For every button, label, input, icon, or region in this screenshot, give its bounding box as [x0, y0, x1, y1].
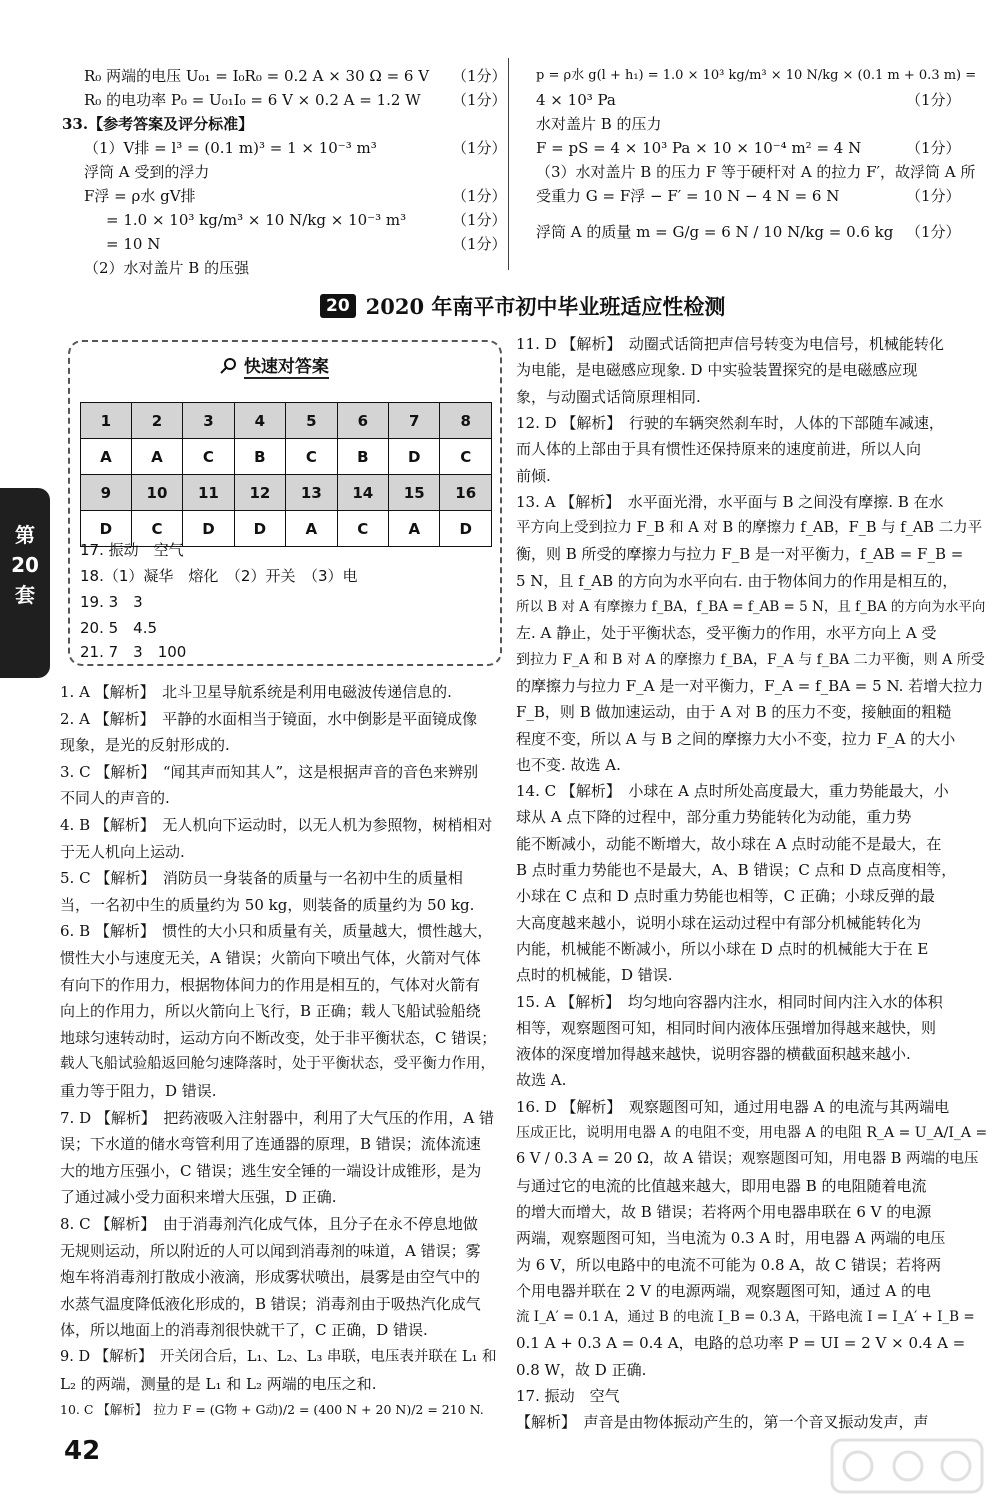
tl-line-0: R₀ 两端的电压 U₀₁ = I₀R₀ = 0.2 A × 30 Ω = 6 V: [84, 67, 430, 85]
quick-answer-title: 快速对答案: [243, 357, 329, 377]
answer-letter: A: [131, 439, 182, 475]
right-line: 17. 振动 空气: [516, 1387, 620, 1405]
tl-score-0: （1分）: [452, 67, 507, 85]
answer-letter: D: [81, 511, 132, 547]
answer-num: 8: [440, 403, 492, 439]
answer-letter: C: [440, 439, 492, 475]
left-line: 了通过减小受力面积来增大压强，D 正确.: [60, 1188, 337, 1207]
answer-letter: D: [234, 511, 285, 547]
left-line: 向上的作用力，所以火箭向上飞行，B 正确；载人飞船试验船绕: [60, 1002, 481, 1021]
page-number: 42: [64, 1436, 101, 1466]
answer-letter: D: [389, 439, 440, 475]
left-line: 地球匀速转动时，运动方向不断改变，处于非平衡状态，C 错误；: [60, 1028, 497, 1047]
tr-line-4: （3）水对盖片 B 的压力 F 等于硬杆对 A 的拉力 F′，故浮筒 A 所: [536, 163, 976, 181]
answer-row-letters-1: [81, 439, 492, 475]
right-line: 衡，则 B 所受的摩擦力与拉力 F_B 是一对平衡力，f_AB = F_B =: [516, 545, 964, 564]
right-line: 左. A 静止，处于平衡状态，受平衡力的作用，水平方向上 A 受: [516, 624, 937, 643]
answer-row-nums-2: [81, 475, 492, 511]
column-divider: [508, 58, 509, 270]
right-line: 为电能，是电磁感应现象. D 中实验装置探究的是电磁感应现: [516, 361, 918, 380]
right-line: F_B，则 B 做加速运动，由于 A 对 B 的压力不变，接触面的粗糙: [516, 703, 952, 722]
answer-num: 3: [183, 403, 234, 439]
right-line: 大高度越来越小，说明小球在运动过程中有部分机械能转化为: [516, 913, 922, 932]
left-line: 4. B 【解析】 无人机向下运动时，以无人机为参照物，树梢相对: [60, 816, 493, 834]
right-line: 小球在 C 点和 D 点时重力势能也相等，C 正确；小球反弹的最: [516, 887, 935, 906]
right-line: 16. D 【解析】 观察题图可知，通过用电器 A 的电流与其两端电: [516, 1097, 950, 1116]
tl-line-8: （2）水对盖片 B 的压强: [84, 259, 250, 277]
left-line: 载人飞船试验船返回舱匀速降落时，处于平衡状态，受平衡力作用，: [60, 1056, 495, 1073]
answer-num: 6: [337, 403, 388, 439]
right-line: 球从 A 点下降的过程中，部分重力势能转化为动能，重力势: [516, 808, 912, 827]
left-line: 6. B 【解析】 惯性的大小只和质量有关，质量越大，惯性越大，: [60, 922, 493, 941]
tl-line-7: = 10 N: [106, 235, 161, 253]
right-line: 相等，观察题图可知，相同时间内液体压强增加得越来越快，则: [516, 1018, 937, 1037]
tl-score-3: （1分）: [452, 139, 507, 157]
left-line: 9. D 【解析】 开关闭合后，L₁、L₂、L₃ 串联，电压表并联在 L₁ 和: [60, 1349, 497, 1365]
left-line: L₂ 的两端，测量的是 L₁ 和 L₂ 两端的电压之和.: [60, 1374, 377, 1393]
tl-score-5: （1分）: [452, 187, 507, 205]
right-line: 也不变. 故选 A.: [516, 755, 621, 774]
left-line: 3. C 【解析】 “闻其声而知其人”，这是根据声音的音色来辨别: [60, 762, 479, 781]
tr-score-6: （1分）: [906, 223, 961, 241]
watermark-logo: [828, 1436, 988, 1496]
answer-letter: C: [183, 439, 234, 475]
right-line: 内能，机械能不断减小，所以小球在 D 点时的机械能大于在 E: [516, 939, 929, 958]
tl-line-1: R₀ 的电功率 P₀ = U₀₁I₀ = 6 V × 0.2 A = 1.2 W: [84, 91, 421, 109]
right-line: B 点时重力势能也不是最大，A、B 错误；C 点和 D 点高度相等，: [516, 861, 957, 879]
fill-answer-20: 20. 5 4.5: [80, 619, 158, 637]
quick-answer-box: [68, 340, 502, 666]
right-line: 程度不变，所以 A 与 B 之间的摩擦力大小不变，拉力 F_A 的大小: [516, 729, 956, 748]
answer-letter: B: [234, 439, 285, 475]
right-line: 象，与动圈式话筒原理相同.: [516, 387, 701, 406]
right-line: 点时的机械能，D 错误.: [516, 966, 673, 985]
tl-score-7: （1分）: [452, 235, 507, 253]
answer-num: 5: [286, 403, 337, 439]
tr-line-0: p = ρ水 g(l + h₁) = 1.0 × 10³ kg/m³ × 10 N/kg × (0.1 m + 0.3 m) =: [536, 68, 977, 83]
tr-line-6: 浮筒 A 的质量 m = G/g = 6 N / 10 N/kg = 0.6 kg: [536, 223, 894, 241]
right-line: 与通过它的电流的比值越来越大，即用电器 B 的电阻随着电流: [516, 1176, 927, 1195]
left-line: 5. C 【解析】 消防员一身装备的质量与一名初中生的质量相: [60, 869, 463, 888]
right-line: 到拉力 F_A 和 B 对 A 的摩擦力 f_BA，F_A 与 f_BA 二力平衡，则 A 所受: [516, 651, 985, 668]
fill-answer-18: 18.（1）凝华 熔化 （2）开关 （3）电: [80, 567, 358, 585]
right-line: 前倾.: [516, 466, 551, 485]
right-line: 13. A 【解析】 水平面光滑，水平面与 B 之间没有摩擦. B 在水: [516, 492, 944, 511]
tl-score-1: （1分）: [452, 91, 507, 109]
answer-num: 2: [131, 403, 182, 439]
answer-letter: C: [131, 511, 182, 547]
left-line: 8. C 【解析】 由于消毒剂汽化成气体，且分子在永不停息地做: [60, 1215, 478, 1233]
tr-score-3: （1分）: [906, 139, 961, 157]
tr-score-1: （1分）: [906, 91, 961, 109]
tl-line-2: 33.【参考答案及评分标准】: [62, 115, 254, 133]
right-line: 的增大而增大，故 B 错误；若将两个用电器串联在 6 V 的电源: [516, 1202, 932, 1221]
answer-num: 1: [81, 403, 132, 439]
side-tab-char-1: 第: [15, 523, 35, 547]
side-tab-char-2: 20: [11, 553, 39, 577]
answer-num: 10: [131, 475, 182, 511]
tl-line-4: 浮筒 A 受到的浮力: [84, 163, 210, 181]
tl-score-6: （1分）: [452, 211, 507, 229]
magnifier-icon: [220, 357, 238, 375]
right-line: 为 6 V，所以电路中的电流不可能为 0.8 A，故 C 错误；若将两: [516, 1255, 942, 1274]
tr-line-5: 受重力 G = F浮 − F′ = 10 N − 4 N = 6 N: [536, 187, 840, 205]
answer-num: 7: [389, 403, 440, 439]
fill-answer-17: 17. 振动 空气: [80, 541, 184, 559]
left-line: 重力等于阻力，D 错误.: [60, 1082, 217, 1100]
answer-num: 16: [440, 475, 492, 511]
tr-score-5: （1分）: [906, 187, 961, 205]
answer-num: 14: [337, 475, 388, 511]
answer-letter: C: [286, 439, 337, 475]
answer-letter: D: [183, 511, 234, 547]
left-line: 炮车将消毒剂打散成小液滴，形成雾状喷出，晨雾是由空气中的: [60, 1268, 481, 1287]
answer-num: 13: [286, 475, 337, 511]
answer-num: 9: [81, 475, 132, 511]
right-line: 两端，观察题图可知，当电流为 0.3 A 时，用电器 A 两端的电压: [516, 1229, 946, 1248]
right-line: 而人体的上部由于具有惯性还保持原来的速度前进，所以人向: [516, 440, 922, 459]
side-tab-char-3: 套: [15, 583, 35, 607]
right-line: 流 I_A′ = 0.1 A，通过 B 的电流 I_B = 0.3 A，干路电流 I = I_A′ + I_B =: [516, 1309, 975, 1326]
tr-line-1: 4 × 10³ Pa: [536, 91, 616, 109]
answer-letter: A: [286, 511, 337, 547]
right-line: 【解析】 声音是由物体振动产生的，第一个音叉振动发声，声: [516, 1413, 929, 1432]
right-line: 压成正比，说明用电器 A 的电阻不变，用电器 A 的电阻 R_A = U_A/I_A =: [516, 1125, 988, 1141]
answer-num: 15: [389, 475, 440, 511]
section-title: [320, 290, 725, 322]
set-number-badge: 20: [320, 294, 356, 318]
right-line: 个用电器并联在 2 V 的电源两端，观察题图可知，通过 A 的电: [516, 1281, 932, 1300]
answer-letter: B: [337, 439, 388, 475]
tr-line-3: F = pS = 4 × 10³ Pa × 10 × 10⁻⁴ m² = 4 N: [536, 139, 862, 157]
left-line: 当，一名初中生的质量约为 50 kg，则装备的质量约为 50 kg.: [60, 895, 475, 914]
left-line: 大的地方压强小，C 错误；逃生安全锤的一端设计成锥形，是为: [60, 1161, 482, 1180]
right-line: 0.1 A + 0.3 A = 0.4 A，电路的总功率 P = UI = 2 V × 0.4 A =: [516, 1334, 966, 1353]
left-line: 现象，是光的反射形成的.: [60, 736, 230, 755]
left-line: 无规则运动，所以附近的人可以闻到消毒剂的味道，A 错误；雾: [60, 1241, 481, 1260]
answer-letter: D: [440, 511, 492, 547]
answer-num: 11: [183, 475, 234, 511]
right-line: 平方向上受到拉力 F_B 和 A 对 B 的摩擦力 f_AB，F_B 与 f_AB 二力平: [516, 520, 983, 537]
left-line: 体，所以地面上的消毒剂很快就干了，C 正确，D 错误.: [60, 1321, 428, 1340]
answer-table: [80, 402, 492, 547]
right-line: 15. A 【解析】 均匀地向容器内注水，相同时间内注入水的体积: [516, 992, 943, 1011]
answer-row-nums-1: [81, 403, 492, 439]
right-line: 液体的深度增加得越来越快，说明容器的横截面积越来越小.: [516, 1045, 911, 1064]
tl-line-6: = 1.0 × 10³ kg/m³ × 10 N/kg × 10⁻³ m³: [106, 211, 407, 229]
right-line: 11. D 【解析】 动圈式话筒把声信号转变为电信号，机械能转化: [516, 335, 944, 353]
left-line: 不同人的声音的.: [60, 789, 170, 808]
left-line: 于无人机向上运动.: [60, 842, 185, 861]
quick-answer-heading: [220, 352, 329, 377]
fill-answer-19: 19. 3 3: [80, 593, 143, 611]
right-line: 故选 A.: [516, 1071, 567, 1090]
right-line: 0.8 W，故 D 正确.: [516, 1360, 647, 1379]
left-line: 2. A 【解析】 平静的水面相当于镜面，水中倒影是平面镜成像: [60, 709, 478, 728]
right-line: 的摩擦力与拉力 F_A 是一对平衡力，F_A = f_BA = 5 N. 若增大拉力: [516, 676, 984, 695]
left-line: 水蒸气温度降低液化形成的，B 错误；消毒剂由于吸热汽化成气: [60, 1294, 481, 1313]
right-line: 所以 B 对 A 有摩擦力 f_BA，f_BA = f_AB = 5 N，且 f_BA 的方向为水平向: [516, 599, 986, 615]
left-line: 惯性大小与速度无关，A 错误；火箭向下喷出气体，火箭对气体: [60, 949, 481, 967]
right-line: 5 N，且 f_AB 的方向为水平向右. 由于物体间力的作用是相互的，: [516, 571, 958, 590]
answer-letter: A: [389, 511, 440, 547]
set-side-tab: [0, 488, 50, 678]
answer-num: 4: [234, 403, 285, 439]
left-line: 误；下水道的储水弯管利用了连通器的原理，B 错误；流体流速: [60, 1135, 481, 1154]
right-line: 6 V / 0.3 A = 20 Ω，故 A 错误；观察题图可知，用电器 B 两端的电压: [516, 1151, 979, 1168]
right-line: 能不断减小，动能不断增大，故小球在 A 点时动能不是最大，在: [516, 834, 942, 853]
left-line: 7. D 【解析】 把药液吸入注射器中，利用了大气压的作用，A 错: [60, 1108, 494, 1127]
right-line: 12. D 【解析】 行驶的车辆突然刹车时，人体的下部随车减速，: [516, 413, 944, 432]
fill-answer-21: 21. 7 3 100: [80, 643, 187, 661]
left-line: 有向下的作用力，根据物体间力的作用是相互的，气体对火箭有: [60, 975, 481, 994]
left-line: 1. A 【解析】 北斗卫星导航系统是利用电磁波传递信息的.: [60, 683, 452, 701]
answer-num: 12: [234, 475, 285, 511]
tl-line-5: F浮 = ρ水 gV排: [84, 187, 196, 205]
left-line: 10. C 【解析】 拉力 F = (G物 + G动)/2 = (400 N + 20 N)/2 = 210 N.: [60, 1402, 484, 1418]
right-line: 14. C 【解析】 小球在 A 点时所处高度最大，重力势能最大，小: [516, 782, 949, 801]
tl-line-3: （1）V排 = l³ = (0.1 m)³ = 1 × 10⁻³ m³: [84, 139, 377, 157]
section-title-text: 2020 年南平市初中毕业班适应性检测: [365, 294, 726, 319]
answer-letter: A: [81, 439, 132, 475]
tr-line-2: 水对盖片 B 的压力: [536, 115, 662, 133]
answer-letter: C: [337, 511, 388, 547]
